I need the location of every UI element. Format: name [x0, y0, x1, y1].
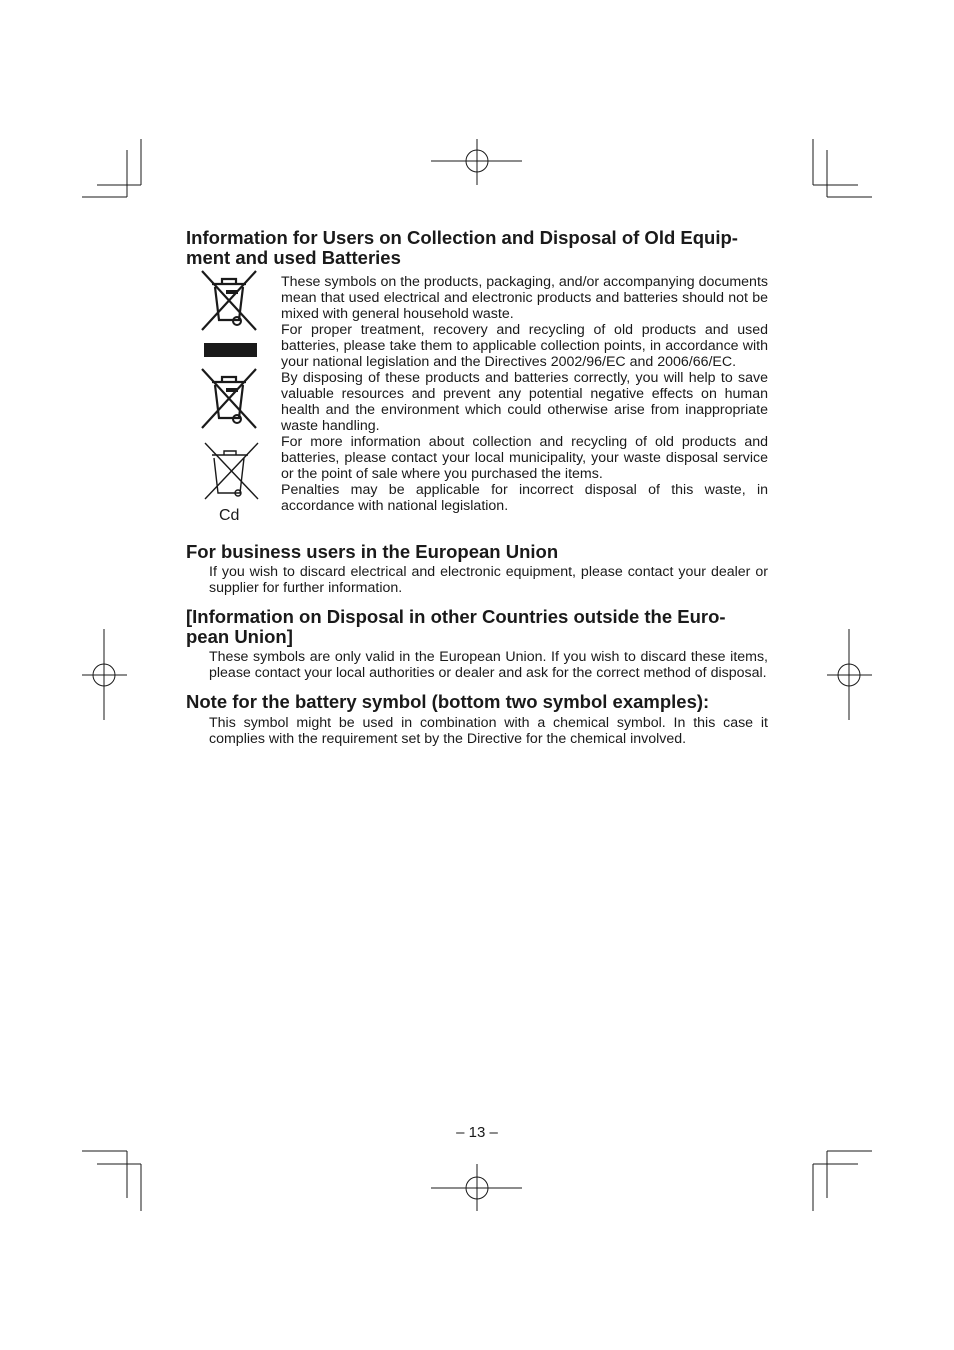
document-content — [186, 228, 768, 747]
section-title-battery-symbol: Note for the battery symbol (bottom two symbol examples): — [186, 691, 710, 712]
collection-disposal-text — [281, 274, 768, 528]
paragraph: These symbols on the products, packaging, and/or accompanying documents mean that used electrical and electronic products and batteries should not be mixed with general household waste. — [281, 274, 768, 322]
paragraph: Penalties may be applicable for incorrect disposal of this waste, in accordance with national legislation. — [281, 482, 768, 514]
business-users-text: If you wish to discard electrical and electronic equipment, please contact your dealer or supplier for further information. — [209, 564, 768, 596]
crossed-bin-icon — [198, 268, 260, 334]
crossed-bin-cd-icon — [202, 441, 264, 503]
outside-eu-text: These symbols are only valid in the European Union. If you wish to discard these items, please contact your local authorities or dealer and ask for the correct method of disposal. — [209, 649, 768, 681]
waste-symbols — [186, 274, 281, 528]
page-number: – 13 – — [456, 1124, 498, 1141]
paragraph: By disposing of these products and batteries correctly, you will help to save valuable resources and prevent any potential negative effects on human health and the environment which could otherwise arise from inappropriate waste handling. — [281, 370, 768, 434]
separate-collection-bar — [204, 343, 257, 357]
battery-symbol-text: This symbol might be used in combination with a chemical symbol. In this case it complies with the requirement set by the Directive for the chemical involved. — [209, 715, 768, 747]
paragraph: For more information about collection and recycling of old products and batteries, please contact your local municipality, your waste disposal service or the point of sale where you purchased the items. — [281, 434, 768, 482]
section-collection-disposal — [186, 274, 768, 528]
section-title-business-users: For business users in the European Union — [186, 541, 559, 562]
section-title-collection-disposal: Information for Users on Collection and Disposal of Old Equip-ment and used Batteries — [186, 227, 738, 268]
chemical-symbol-label: Cd — [219, 507, 240, 524]
paragraph: For proper treatment, recovery and recycling of old products and used batteries, please take them to applicable collection points, in accordance with your national legislation and the Directives 2002/96/EC and 2006/66/EC. — [281, 322, 768, 370]
section-title-outside-eu: [Information on Disposal in other Countries outside the Euro-pean Union] — [186, 606, 726, 647]
crossed-bin-bar-icon — [198, 366, 260, 432]
